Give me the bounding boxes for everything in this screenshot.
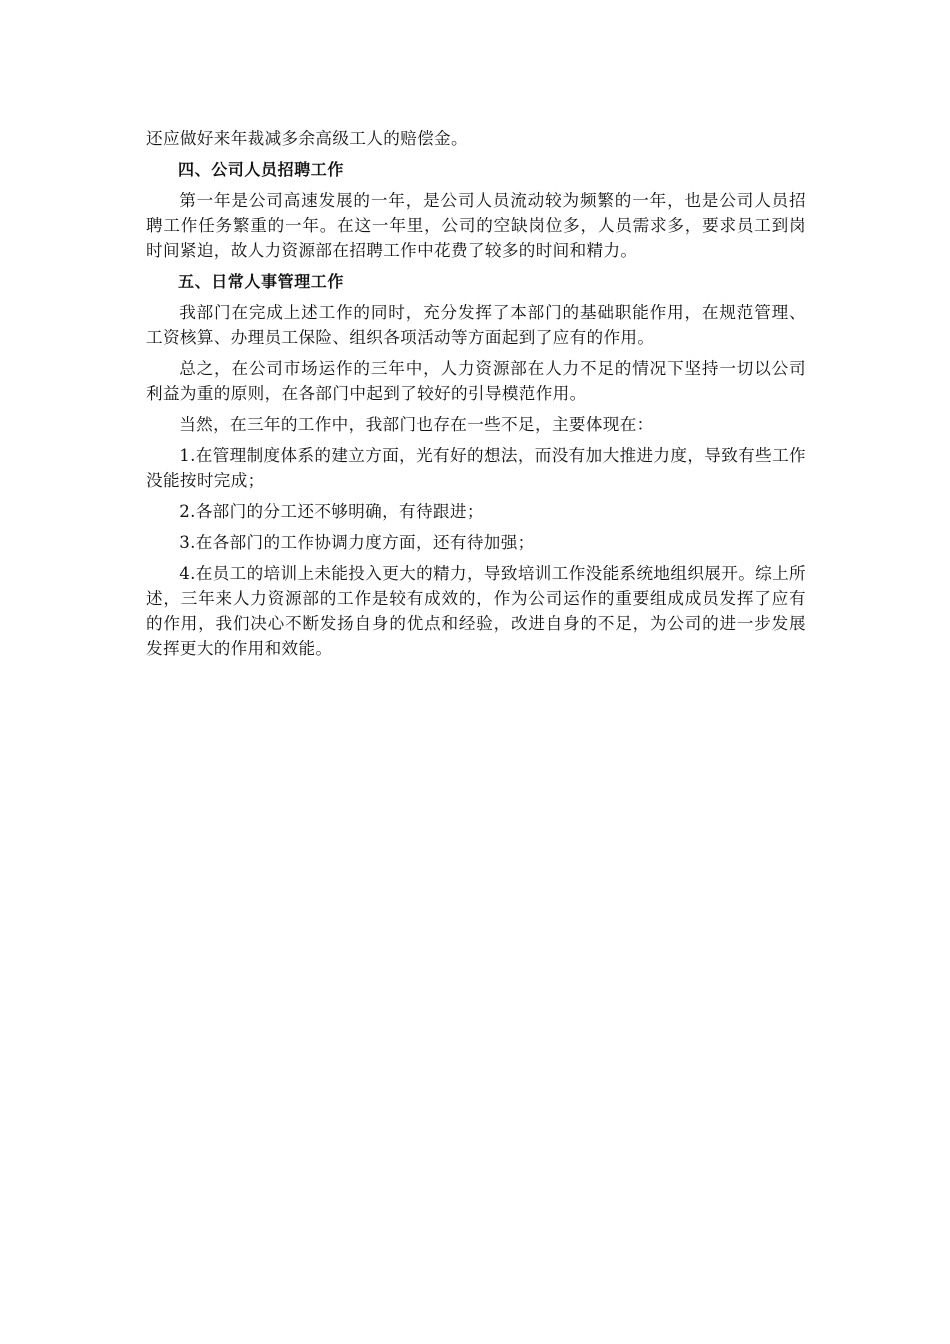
list-item-2: 2.各部门的分工还不够明确，有待跟进； xyxy=(179,502,484,521)
paragraph-recruitment: 第一年是公司高速发展的一年，是公司人员流动较为频繁的一年，也是公司人员招聘工作任务繁重的一年。在这一年里，公司的空缺岗位多，人员需求多，要求员工到岗时间紧迫，故人力资源部在招聘工作中花费了较多的时间和精力。 xyxy=(146,191,806,260)
section-heading-daily-hr: 五、日常人事管理工作 xyxy=(178,272,345,291)
paragraph-daily-hr: 我部门在完成上述工作的同时，充分发挥了本部门的基础职能作用，在规范管理、工资核算、办理员工保险、组织各项活动等方面起到了应有的作用。 xyxy=(146,303,806,347)
document-body xyxy=(146,126,806,667)
paragraph-summary: 总之，在公司市场运作的三年中，人力资源部在人力不足的情况下坚持一切以公司利益为重的原则，在各部门中起到了较好的引导模范作用。 xyxy=(146,359,806,403)
section-heading-recruitment: 四、公司人员招聘工作 xyxy=(178,160,345,179)
paragraph-continuation: 还应做好来年裁减多余高级工人的赔偿金。 xyxy=(146,129,468,148)
list-item-3: 3.在各部门的工作协调力度方面，还有待加强； xyxy=(179,533,535,552)
paragraph-shortcomings-intro: 当然，在三年的工作中，我部门也存在一些不足，主要体现在： xyxy=(179,415,654,434)
list-item-1: 1.在管理制度体系的建立方面，光有好的想法，而没有加大推进力度，导致有些工作没能按时完成； xyxy=(146,446,806,490)
list-item-4: 4.在员工的培训上未能投入更大的精力，导致培训工作没能系统地组织展开。综上所述，三年来人力资源部的工作是较有成效的，作为公司运作的重要组成成员发挥了应有的作用，我们决心不断发扬自身的优点和经验，改进自身的不足，为公司的进一步发展发挥更大的作用和效能。 xyxy=(146,564,806,658)
